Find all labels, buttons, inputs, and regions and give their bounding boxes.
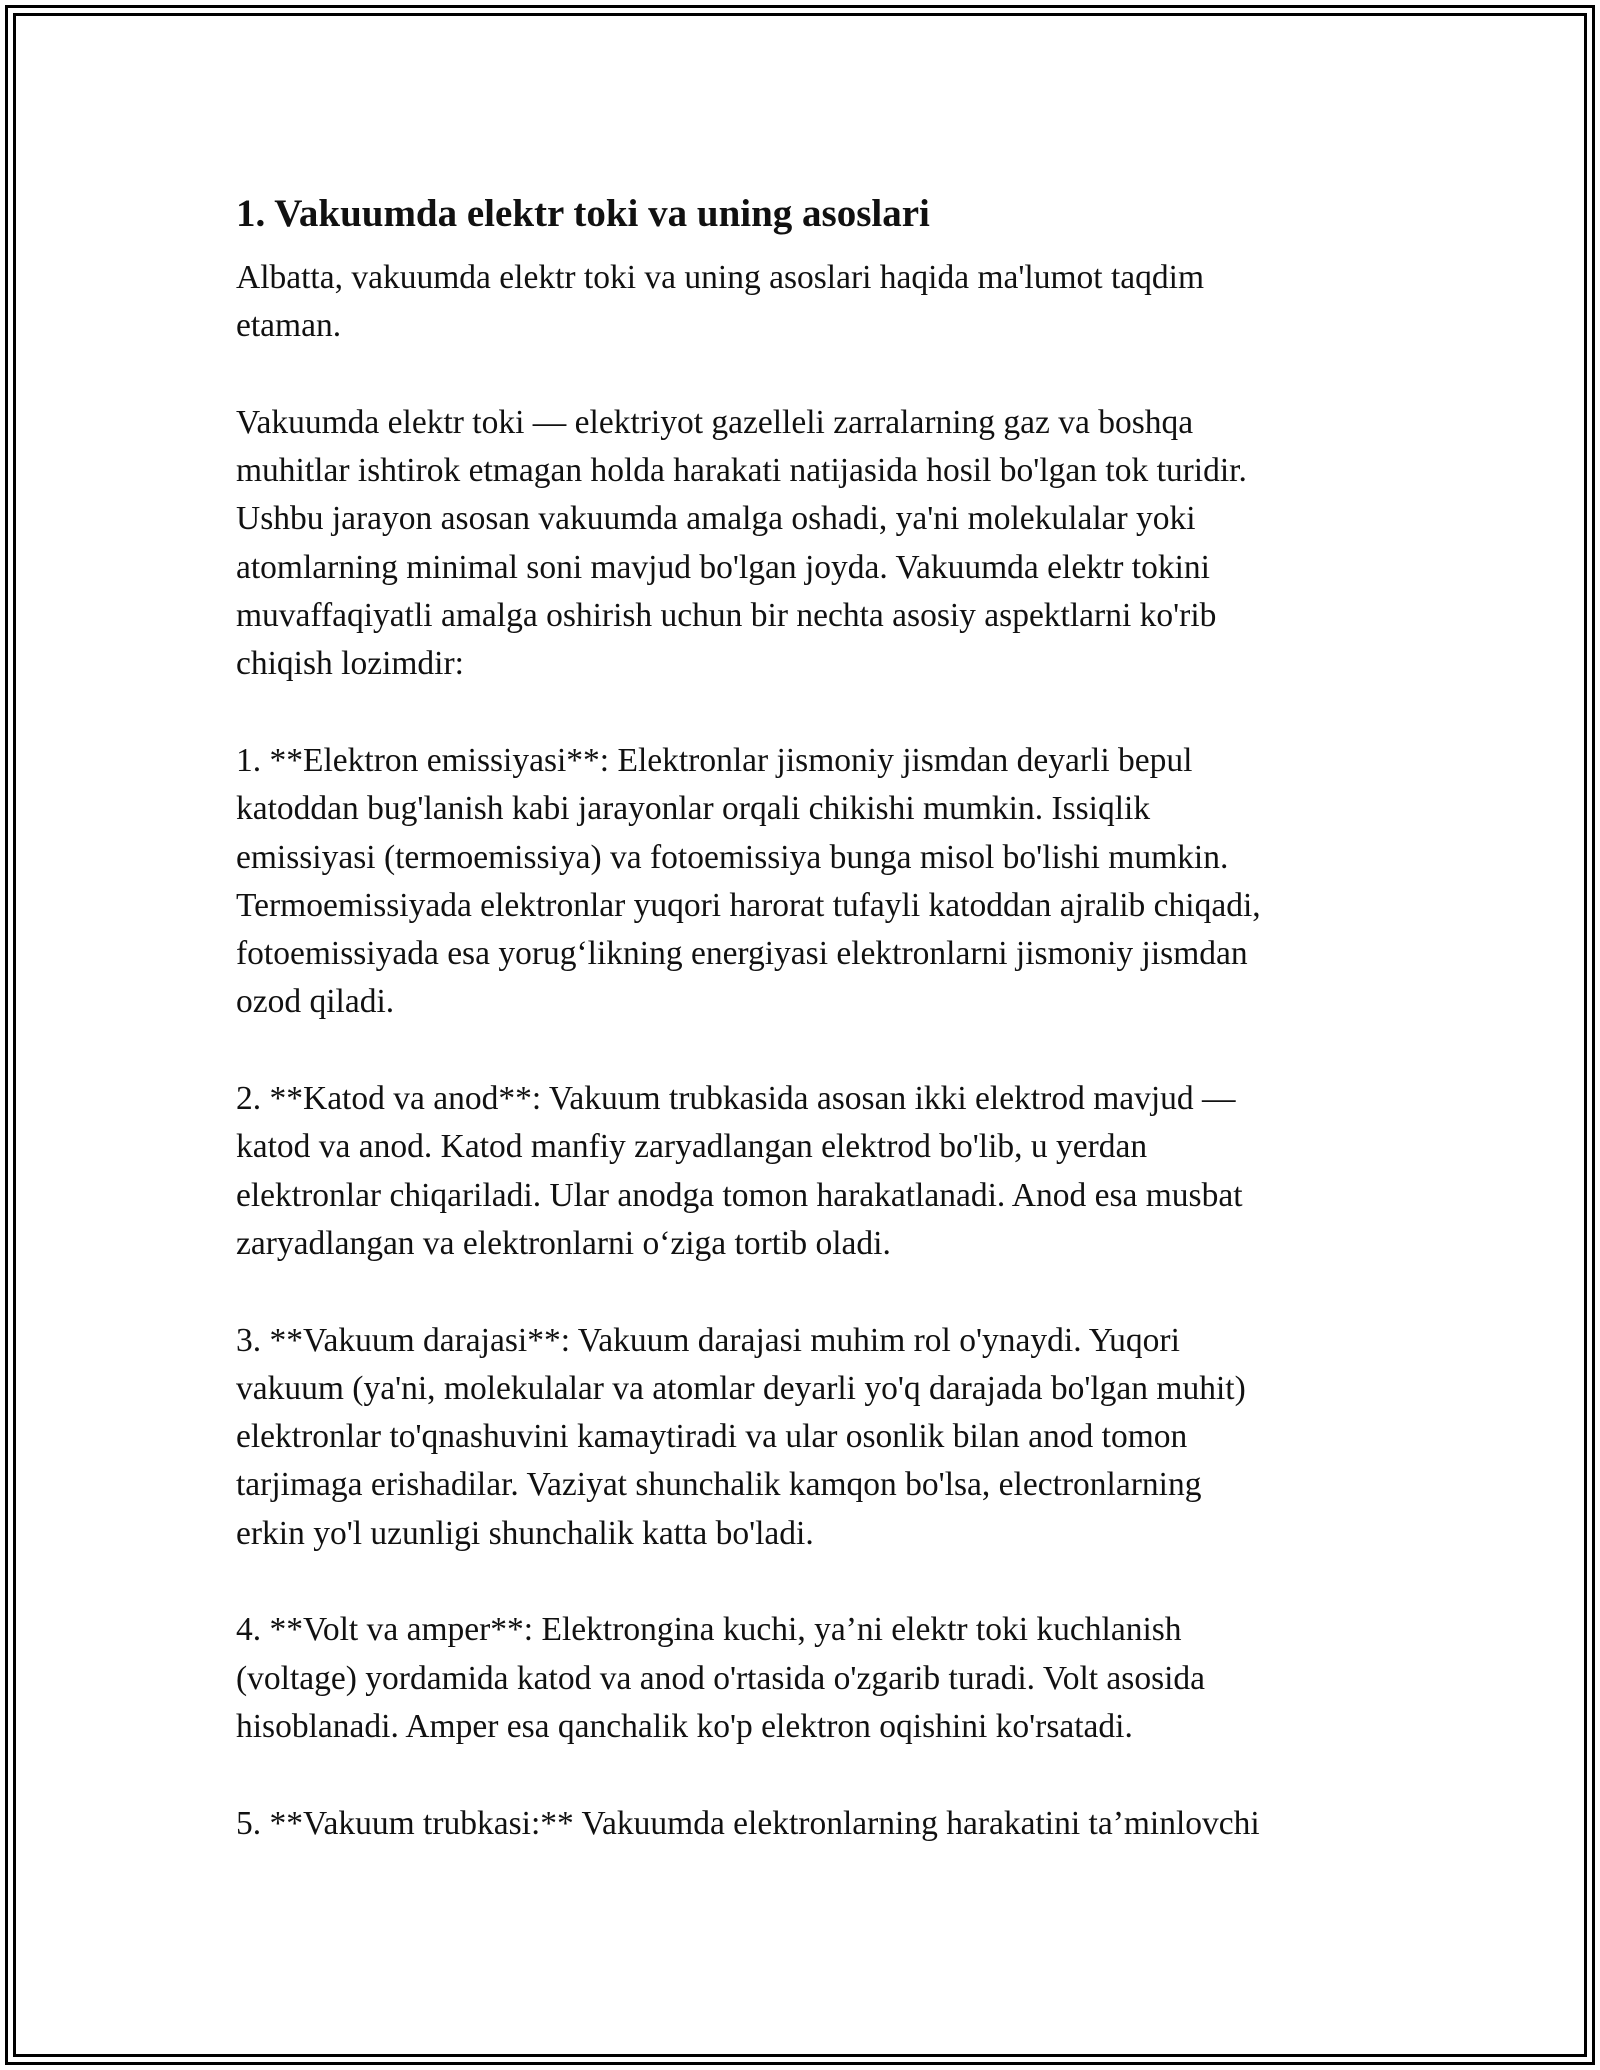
paragraph-item-4: 4. **Volt va amper**: Elektrongina kuchi, ya’ni elektr toki kuchlanish (voltage) yordamida katod va anod o'rtasida o'zgarib turadi. Volt asosida hisoblanadi. Amper esa qanchalik ko'p elektron oqishini ko'rsatadi. — [236, 1611, 1206, 1745]
document-body — [236, 186, 1396, 1896]
document-title: 1. Vakuumda elektr toki va uning asoslari — [236, 192, 930, 235]
paragraph-intro: Albatta, vakuumda elektr toki va uning asoslari haqida ma'lumot taqdim etaman. — [236, 259, 1204, 345]
paragraph-item-1: 1. **Elektron emissiyasi**: Elektronlar jismoniy jismdan deyarli bepul katoddan bug'lanish kabi jarayonlar orqali chikishi mumkin. Issiqlik emissiyasi (termoemissiya) va fotoemissiya bunga misol bo'lishi mumkin. Termoemissiyada elektronlar yuqori harorat tufayli katoddan ajralib chiqadi, fotoemissiyada esa yorug‘likning energiyasi elektronlarni jismoniy jismdan ozod qiladi. — [236, 741, 1261, 1021]
paragraph-item-2: 2. **Katod va anod**: Vakuum trubkasida asosan ikki elektrod mavjud — katod va anod. Katod manfiy zaryadlangan elektrod bo'lib, u yerdan elektronlar chiqariladi. Ular anodga tomon harakatlanadi. Anod esa musbat zaryadlangan va elektronlarni o‘ziga tortib oladi. — [236, 1080, 1243, 1262]
paragraph-definition: Vakuumda elektr toki — elektriyot gazelleli zarralarning gaz va boshqa muhitlar ishtirok etmagan holda harakati natijasida hosil bo'lgan tok turidir. Ushbu jarayon asosan vakuumda amalga oshadi, ya'ni molekulalar yoki atomlarning minimal soni mavjud bo'lgan joyda. Vakuumda elektr tokini muvaffaqiyatli amalga oshirish uchun bir nechta asosiy aspektlarni ko'rib chiqish lozimdir: — [236, 403, 1247, 683]
paragraph-item-5: 5. **Vakuum trubkasi:** Vakuumda elektronlarning harakatini ta’minlovchi — [236, 1804, 1260, 1842]
paragraph-item-3: 3. **Vakuum darajasi**: Vakuum darajasi muhim rol o'ynaydi. Yuqori vakuum (ya'ni, molekulalar va atomlar deyarli yo'q darajada bo'lgan muhit) elektronlar to'qnashuvini kamaytiradi va ular osonlik bilan anod tomon tarjimaga erishadilar. Vaziyat shunchalik kamqon bo'lsa, electronlarning erkin yo'l uzunligi shunchalik katta bo'ladi. — [236, 1321, 1246, 1552]
